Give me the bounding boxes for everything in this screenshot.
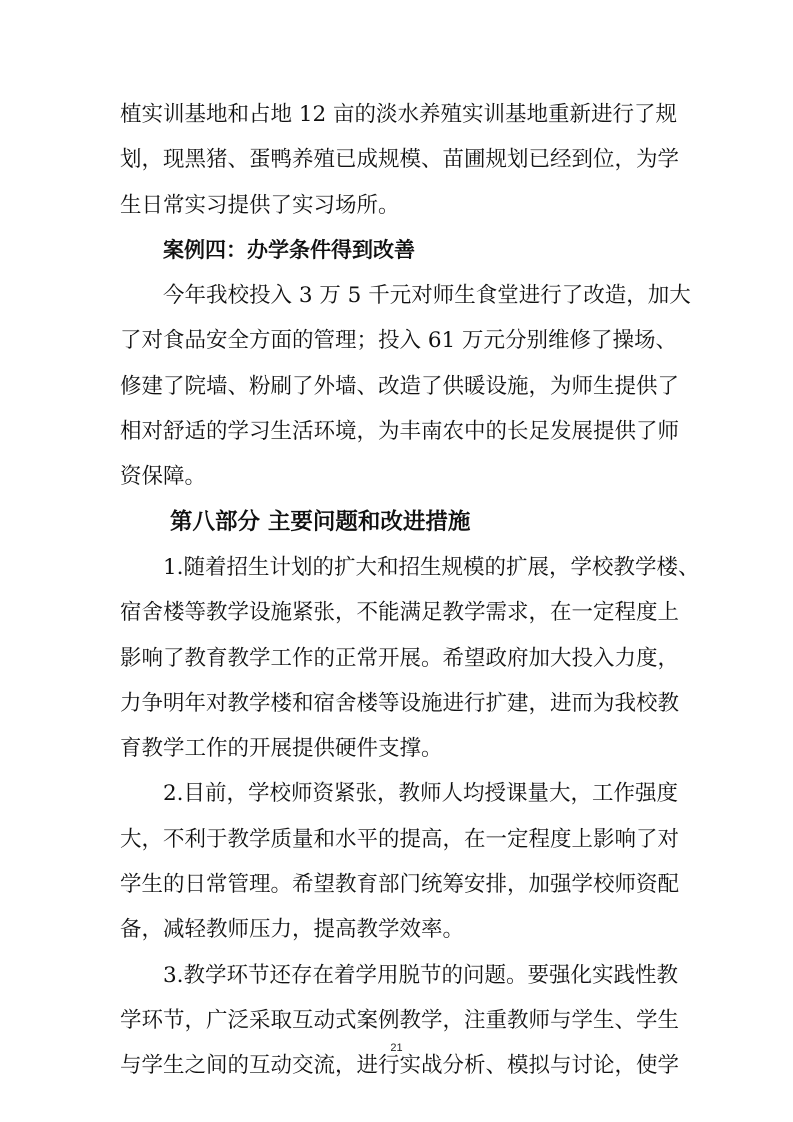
body-line: 育教学工作的开展提供硬件支撑。	[120, 736, 443, 762]
body-line: 宿舍楼等教学设施紧张，不能满足教学需求，在一定程度上	[120, 600, 680, 626]
body-line: 相对舒适的学习生活环境，为丰南农中的长足发展提供了师	[120, 419, 680, 445]
body-line: 今年我校投入 3 万 5 千元对师生食堂进行了改造，加大	[163, 283, 691, 309]
case-heading: 案例四：办学条件得到改善	[163, 237, 415, 262]
body-line: 生日常实习提供了实习场所。	[120, 192, 400, 218]
body-line: 影响了教育教学工作的正常开展。希望政府加大投入力度，	[120, 645, 680, 671]
body-line: 备，减轻教师压力，提高教学效率。	[120, 917, 465, 943]
document-body	[120, 92, 700, 1089]
body-line: 修建了院墙、粉刷了外墙、改造了供暖设施，为师生提供了	[120, 373, 680, 399]
body-line: 2.目前，学校师资紧张，教师人均授课量大，工作强度	[163, 781, 679, 807]
body-line: 大，不利于教学质量和水平的提高，在一定程度上影响了对	[120, 826, 680, 852]
page-number: 21	[390, 1042, 403, 1054]
body-line: 资保障。	[120, 464, 207, 490]
body-line: 与学生之间的互动交流，进行实战分析、模拟与讨论，使学	[120, 1053, 680, 1079]
body-line: 划，现黑猪、蛋鸭养殖已成规模、苗圃规划已经到位，为学	[120, 147, 680, 173]
body-line: 植实训基地和占地 12 亩的淡水养殖实训基地重新进行了规	[120, 102, 678, 127]
body-line: 1.随着招生计划的扩大和招生规模的扩展，学校教学楼、	[163, 554, 700, 580]
section-heading: 第八部分 主要问题和改进措施	[170, 508, 471, 535]
body-line: 3.教学环节还存在着学用脱节的问题。要强化实践性教	[163, 962, 679, 988]
body-line: 了对食品安全方面的管理；投入 61 万元分别维修了操场、	[120, 328, 678, 354]
body-line: 学生的日常管理。希望教育部门统筹安排，加强学校师资配	[120, 872, 680, 898]
body-line: 学环节，广泛采取互动式案例教学，注重教师与学生、学生	[120, 1007, 680, 1033]
body-line: 力争明年对教学楼和宿舍楼等设施进行扩建，进而为我校教	[120, 690, 680, 716]
